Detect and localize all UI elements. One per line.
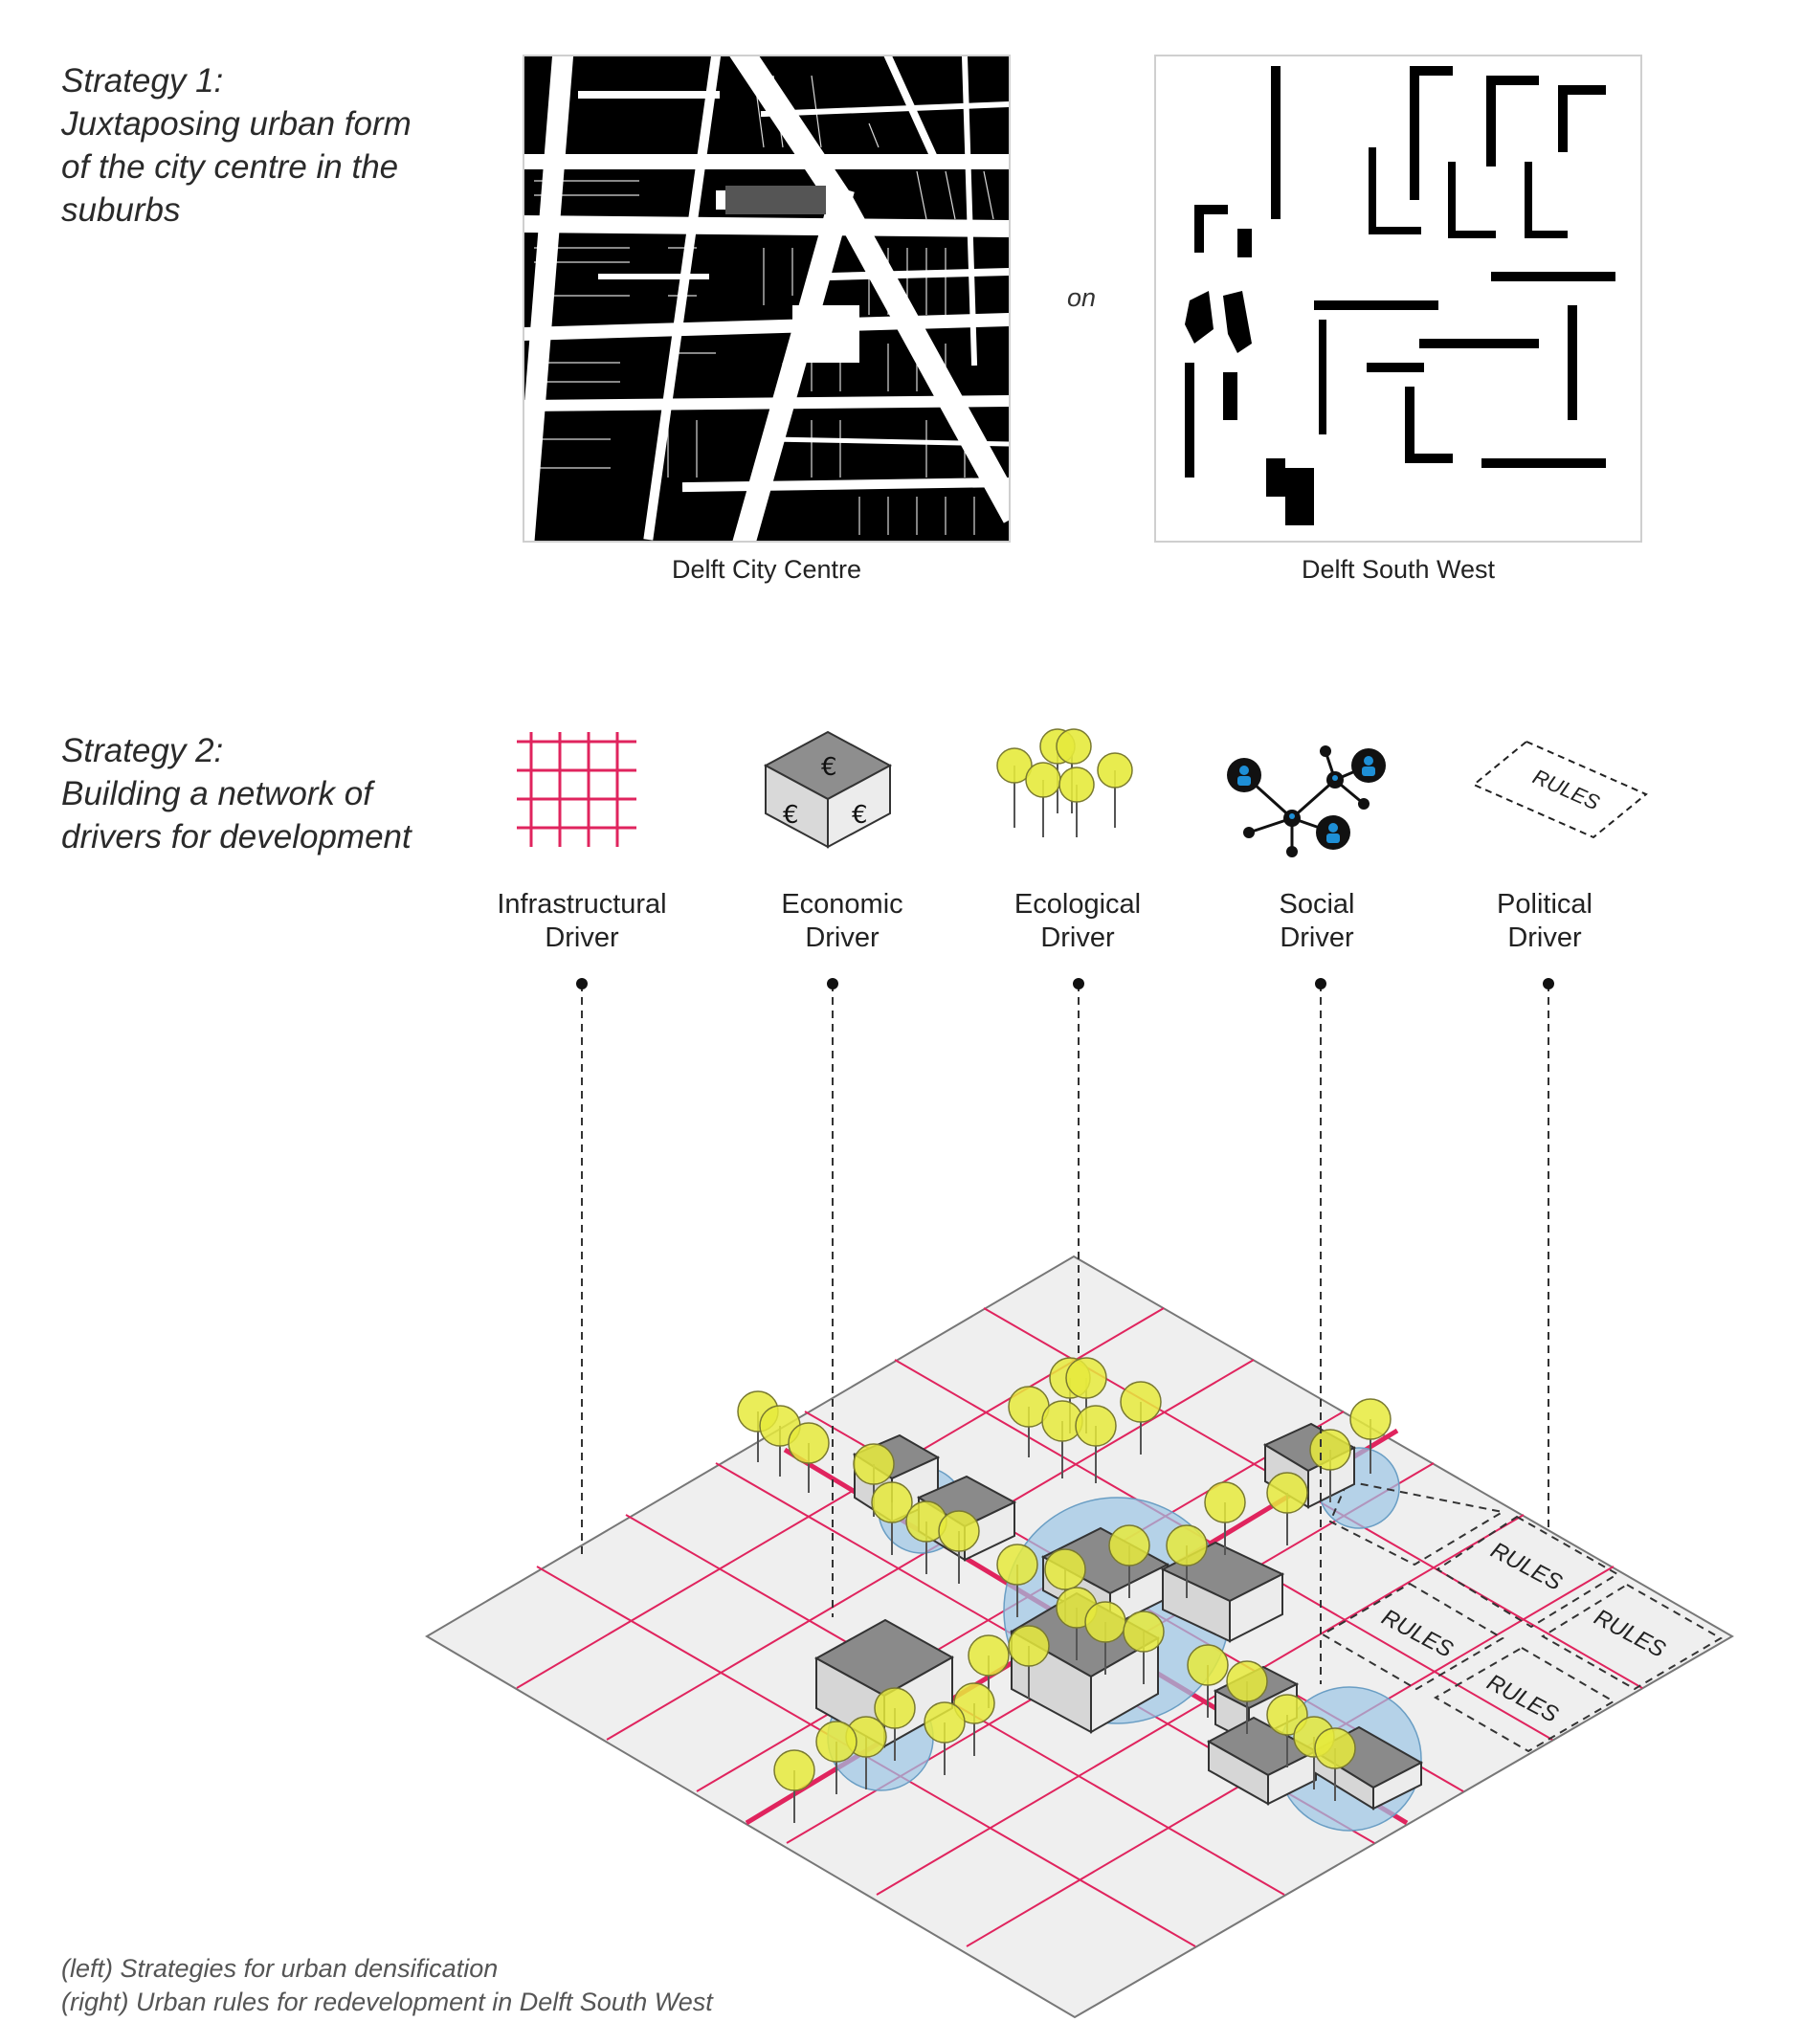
strategy-1-line-3: of the city centre in the (61, 148, 399, 186)
driver-infrastructural-line-1: Infrastructural (497, 889, 667, 920)
map-caption-south-west: Delft South West (1301, 555, 1496, 584)
figure-footnote (61, 1952, 713, 2019)
plot-rules-label-2: RULES (1377, 1604, 1458, 1663)
connector-dot-infrastructural (576, 978, 588, 989)
euro-symbol-right: € (852, 801, 868, 830)
plot-rules-label-3: RULES (1590, 1604, 1670, 1663)
driver-economic-line-2: Driver (805, 922, 880, 953)
strategy-1-line-4: suburbs (61, 191, 181, 229)
rules-icon-text: RULES (1528, 764, 1604, 815)
euro-symbol-left: € (783, 801, 799, 830)
driver-political-line-2: Driver (1507, 922, 1582, 953)
map-caption-city-centre: Delft City Centre (671, 555, 862, 584)
plot-rules-label-1: RULES (1486, 1537, 1567, 1596)
driver-ecological-line-1: Ecological (1013, 889, 1142, 920)
connector-dot-economic (827, 978, 838, 989)
driver-economic-line-1: Economic (781, 889, 903, 920)
footnote-right: (right) Urban rules for redevelopment in Delft South West (61, 1988, 713, 2016)
driver-infrastructural-line-2: Driver (545, 922, 619, 953)
footnote-left: (left) Strategies for urban densification (61, 1954, 499, 1983)
driver-social-line-1: Social (1279, 889, 1355, 920)
strategy-2-line-3: drivers for development (61, 818, 412, 855)
strategy-1-line-1: Strategy 1: (61, 62, 224, 100)
connector-dot-political (1543, 978, 1554, 989)
plot-rules-label-4: RULES (1482, 1669, 1563, 1728)
driver-social-line-2: Driver (1280, 922, 1354, 953)
strategy-1-line-2: Juxtaposing urban form (61, 105, 412, 143)
driver-ecological-line-2: Driver (1040, 922, 1115, 953)
connector-dot-ecological (1073, 978, 1084, 989)
driver-political-line-1: Political (1497, 889, 1592, 920)
strategy-2-line-2: Building a network of (61, 775, 372, 812)
connector-dot-social (1315, 978, 1326, 989)
strategy-2-line-1: Strategy 2: (61, 732, 224, 769)
connector-on: on (1067, 283, 1097, 312)
euro-symbol-top: € (821, 753, 837, 782)
